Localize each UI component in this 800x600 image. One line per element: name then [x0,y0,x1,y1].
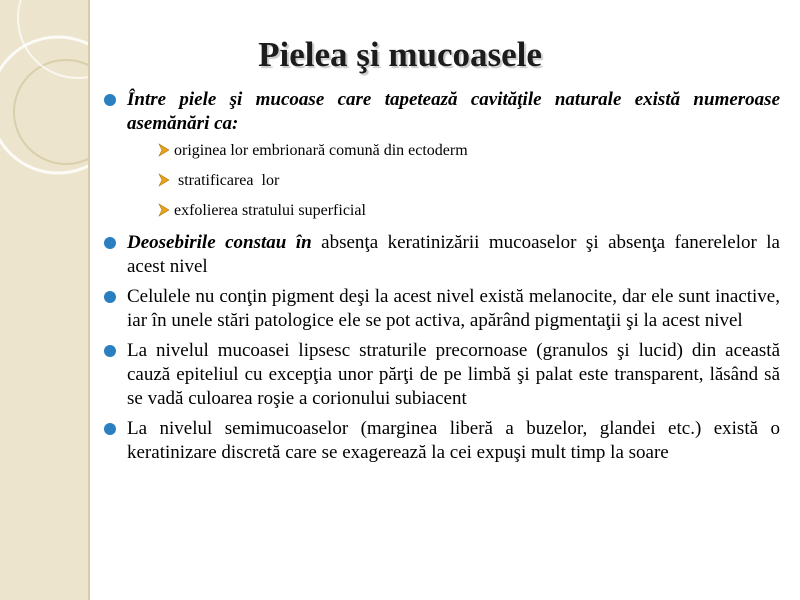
bullet-text: Între piele şi mucoase care tapetează cavităţile naturale există numeroase asemănări ca: [127,89,780,134]
arrow-right-icon [156,172,172,188]
side-divider [88,0,90,600]
sub-item [156,141,780,161]
bullet-dot-icon [104,345,116,357]
bullet-text: Celulele nu conţin pigment deşi la acest nivel există melanocite, dar ele sunt inactive, iar în unele stări patologice ele se pot activa, apărând pigmentaţii şi la acest nivel [127,286,780,331]
arrow-right-icon [156,202,172,218]
slide-title: Pielea şi mucoasele [258,35,542,74]
sub-list [156,141,780,221]
slide-content [104,88,780,465]
bullet-item [104,88,780,136]
bullet-dot-icon [104,291,116,303]
sub-item [156,171,780,191]
bullet-dot-icon [104,237,116,249]
sub-item-text: originea lor embrionară comună din ectoderm [174,142,468,159]
arrow-right-icon [156,142,172,158]
sub-item-text: exfolierea stratului superficial [174,202,366,219]
bullet-item [104,285,780,333]
bullet-emphasis: Deosebirile constau în [127,232,312,253]
sub-item [156,201,780,221]
decorative-side-panel [0,0,88,600]
bullet-text: La nivelul mucoasei lipsesc straturile precornoase (granulos şi lucid) din această cauză epiteliul cu excepţia unor părţi de pe limbă şi palat este transparent, lăsând să se vadă culoarea roşie a corionului subiacent [127,340,780,409]
bullet-item [104,231,780,279]
bullet-item [104,339,780,411]
bullet-text: absenţa keratinizării mucoaselor şi absenţa fanerelelor la acest nivel [127,232,780,277]
bullet-item [104,417,780,465]
decorative-arcs-graphic [0,0,88,600]
sub-item-text: stratificarea lor [174,172,280,189]
bullet-dot-icon [104,423,116,435]
bullet-text: La nivelul semimucoaselor (marginea liberă a buzelor, glandei etc.) există o keratinizare discretă care se exagerează la cei expuşi mult timp la soare [127,418,780,463]
bullet-dot-icon [104,94,116,106]
